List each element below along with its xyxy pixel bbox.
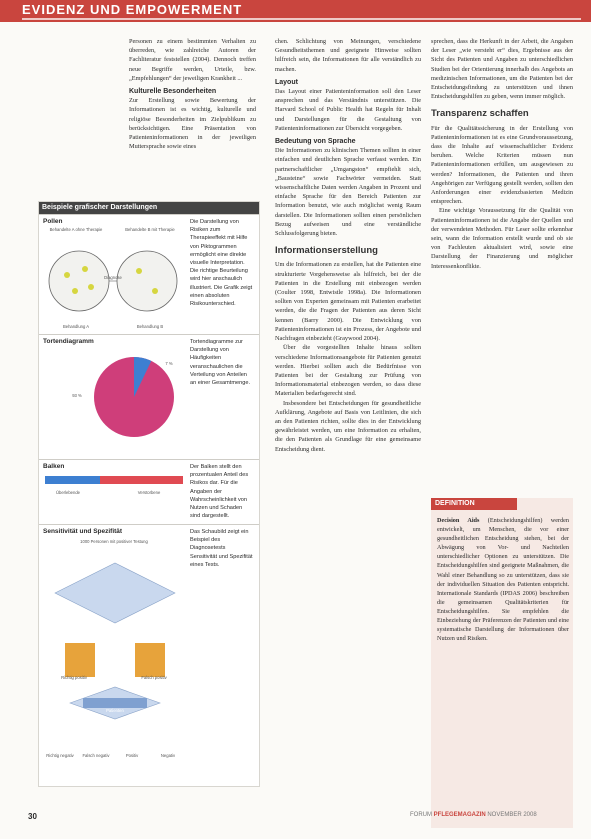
sens-caption-3: Positiv bbox=[125, 753, 139, 758]
journal-brand: PFLEGEMAGAZIN bbox=[433, 812, 486, 818]
sens-top: 1000 Personen mit positiver Testung bbox=[80, 539, 148, 544]
col1-intro: Personen zu einem bestimmten Verhalten zu überreden, wie zahlreiche Autoren der Fachliteratur feststellen (2004). Dennoch treffen neue Begriffe werden, Urteile, bzw. „Empfehlungen“ der jeweiligen Krankheit ... bbox=[129, 38, 256, 82]
col2-heading-sprache: Bedeutung von Sprache bbox=[275, 138, 356, 146]
col1-heading-kultur: Kulturelle Besonderheiten bbox=[129, 88, 217, 96]
col2-heading-info: Informationserstellung bbox=[275, 245, 378, 257]
journal-name: FORUM bbox=[410, 812, 432, 818]
pollen-diagram bbox=[43, 241, 187, 321]
pie-label-right: 7 % bbox=[165, 361, 173, 366]
bar-fill bbox=[45, 476, 100, 484]
pollen-a-top: Behandelte A ohne Therapie bbox=[49, 227, 103, 232]
sens-bottom: Patienten bbox=[106, 708, 124, 713]
pollen-desc: Die Darstellung von Risiken zum Therapieeffekt mit Hilfe von Piktogrammen ermöglicht eine direkte visuelle Interpretation. Die richtige Beurteilung wird hier anschaulich illustriert. Die Grafik zeigt einen absoluten Risikounterschied. bbox=[190, 219, 253, 308]
col3-transparenz: Für die Qualitätssicherung in der Erstellung von Patienteninformationen ist es eine Grundvoraussetzung, dass die Inhalte auf wissenschaftlicher Evidenz beruhen. Welche Kriterien müssen nun Patienteninformationen erfüllen, um ausgewiesen zu werden? Informationen, die Patienten und ihren Angehörigen zur Verfügung gestellt werden, sollten den Anforderungen einer evidenzbasierten Medizin entsprechen. bbox=[431, 124, 573, 206]
column-2 bbox=[275, 37, 421, 454]
definition-body: (Entscheidungshilfen) werden entwickelt, um Menschen, die vor einer gesundheitlichen Entscheidung stehen, bei der Abwägung von Vor- und Nachteilen unterschiedlicher Optionen zu unterstützen. Die Entscheidungshilfen sind geeignete Maßnahmen, die Wahl einer Behandlung so zu unterstützen, dass sie der individuellen Situation des Patienten entspricht. Internationale Standards (IPDAS 2006) beschreiben die gemeinsamen Qualitätskriterien für Entscheidungshilfen. Sie empfehlen die Einbeziehung der Präferenzen der Patienten und eine systematische Darstellung der Informationen über Nutzen und Risiken. bbox=[437, 517, 569, 643]
definition-text bbox=[437, 516, 569, 643]
col2-info2: Über die vorgestellten Inhalte hinaus sollten verschiedene Informationsangebote für Patienten genutzt werden. Hierbei sollten auch die Bedürfnisse von Patienten bei der Gestaltung zur Prüfung von Informationsmaterial einbezogen werden, so dass diese Materialien bedarfsgerecht sind. bbox=[275, 344, 421, 398]
definition-heading: DEFINITION bbox=[431, 498, 517, 510]
definition-box bbox=[431, 498, 573, 828]
col3-p1: sprechen, dass die Herkunft in der Arbeit, die Angaben der Leser „wie versteht er“ dies, Ergebnisse aus der Sicht des Patienten und Angaben zu unterschiedlichen Studien bei der Orientierung innerhalb des Angebots an medizinischen Informationen, um die Patienten bei der Entscheidungsfindung zu unterstützen und ihnen Entscheidungshilfen zu geben, wenn immer möglich. bbox=[431, 38, 573, 101]
sens-label: Sensitivität und Spezifität bbox=[43, 528, 123, 535]
header-rule bbox=[22, 18, 581, 20]
col3-heading-transparenz: Transparenz schaffen bbox=[431, 108, 529, 120]
figure-section-sensitivity bbox=[39, 524, 259, 787]
pollen-b-top: Behandelte B mit Therapie bbox=[125, 227, 175, 232]
bar-caption-right: Verstorbene bbox=[137, 490, 161, 495]
pie-label: Tortendiagramm bbox=[43, 338, 94, 345]
pie-label-left: 93 % bbox=[72, 393, 82, 398]
sensitivity-diagram bbox=[45, 553, 185, 753]
graphic-examples-box bbox=[38, 201, 260, 787]
column-3 bbox=[431, 37, 573, 271]
sens-caption-4: Negativ bbox=[160, 753, 176, 758]
figure-section-pie bbox=[39, 334, 259, 460]
bar-label: Balken bbox=[43, 463, 65, 470]
column-1 bbox=[129, 37, 256, 151]
bar-desc: Der Balken stellt den prozentualen Anteil des Risikos dar. Für die Angaben der Wahrscheinlichkeit von Nutzen und Schaden sind dargestellt. bbox=[190, 464, 249, 520]
bar-caption-left: Überlebende bbox=[56, 490, 80, 495]
col2-layout: Das Layout einer Patienteninformation soll den Leser ansprechen und das Verständnis unterstützen. Die Harvard School of Public Health hat Regeln für Inhalt und Darstellungen für die Gestaltung von Patienteninformationen zur Übersicht vorgegeben. bbox=[275, 88, 421, 132]
pollen-a-caption: Behandlung A bbox=[62, 324, 90, 329]
journal-footer bbox=[410, 812, 537, 818]
col2-p1: chen. Schlichtung von Meinungen, verschiedene Gesundheitsthemen und geeignete Hinweise sollten hilfreich sein, die Informationen für alle verständlich zu machen. bbox=[275, 38, 421, 73]
figure-heading: Beispiele grafischer Darstellungen bbox=[39, 202, 259, 214]
col2-sprache: Die Informationen zu klinischen Themen sollten in einer einfachen und deutlichen Sprache verfasst werden. Ein partnerschaftlicher „Umgangston“ empfiehlt sich, „Bausteine“ sowie Fachwörter vermeiden. Statt wissenschaftliche Daten werden Angaben in Prozent und einfache Sprache für den Bereich Patienten zur Information benutzt, wie auch möglichst wenig Raum darstellen. Die Informationen sollten einen persönlichen Bezug aufweisen und eine verständliche Schlussfolgerung bieten. bbox=[275, 147, 421, 238]
figure-section-pollen bbox=[39, 214, 259, 335]
sens-right: Falsch positiv bbox=[141, 675, 167, 680]
section-title: EVIDENZ UND EMPOWERMENT bbox=[22, 2, 243, 17]
definition-term: Decision Aids bbox=[437, 517, 480, 524]
col3-transparenz2: Eine wichtige Voraussetzung für die Qualität von Patienteninformationen ist die Angabe der Quellen und der verwendeten Methoden. Für Leser sollte erkennbar sein, wann die Information erstellt wurde und ob sie von Fachleuten aktualisiert wird, sowie eine Darstellung der Finanzierung und möglicher Interessenkonflikte. bbox=[431, 207, 573, 270]
journal-issue: NOVEMBER 2008 bbox=[487, 812, 537, 818]
page-header bbox=[0, 0, 591, 22]
pollen-label: Pollen bbox=[43, 218, 63, 225]
page-number: 30 bbox=[28, 812, 37, 821]
sens-left: Richtig positiv bbox=[61, 675, 87, 680]
pollen-mid: Diagnose bbox=[104, 275, 122, 280]
pollen-b-caption: Behandlung B bbox=[136, 324, 164, 329]
bar-full bbox=[45, 476, 183, 484]
col2-info3: Insbesondere bei Entscheidungen für gesundheitliche Aufklärung, Angebote auf Basis von Leitlinien, die sich an den Patienten richten, sollte dies in der Entwicklung gewährleistet werden, um eine Information zu erhalten, die den Patienten als Grundlage für eine gemeinsame Entscheidung dient. bbox=[275, 399, 421, 453]
col2-info: Um die Informationen zu erstellen, hat die Patienten eine strukturierte Vorgehensweise als hilfreich, bei der die Patienten in die Erstellung mit einbezogen werden (Coulter 1998, Entwistle 1998a). Die Informationen sollten von Experten gemeinsam mit Patienten erarbeitet werden, die die Fragen der Patienten aus deren Sicht kennen (Barry 2000). Die Entwicklung von Patienteninformationen ist ein Prozess, der Angebote und Nachfragen einbezieht (Graywood 2004). bbox=[275, 261, 421, 343]
figure-section-bar bbox=[39, 459, 259, 525]
col2-heading-layout: Layout bbox=[275, 78, 298, 86]
col1-kultur: Zur Erstellung sowie Bewertung der Informationen ist es wichtig, kulturelle und religiöse Besonderheiten im Zielpublikum zu berücksichtigen. Eine Präsentation von Patienteninformationen in der jeweiligen Muttersprache sowie eines bbox=[129, 97, 256, 151]
sens-caption-2: Falsch negativ bbox=[82, 753, 110, 758]
pie-desc: Tortendiagramme zur Darstellung von Häufigkeiten veranschaulichen die Verteilung von Anteilen an einer Gesamtmenge. bbox=[190, 339, 251, 387]
sens-desc: Das Schaubild zeigt ein Beispiel des Diagnosetests Sensitivität und Spezifität eines Tests. bbox=[190, 529, 253, 568]
sens-caption-1: Richtig negativ bbox=[46, 753, 74, 758]
